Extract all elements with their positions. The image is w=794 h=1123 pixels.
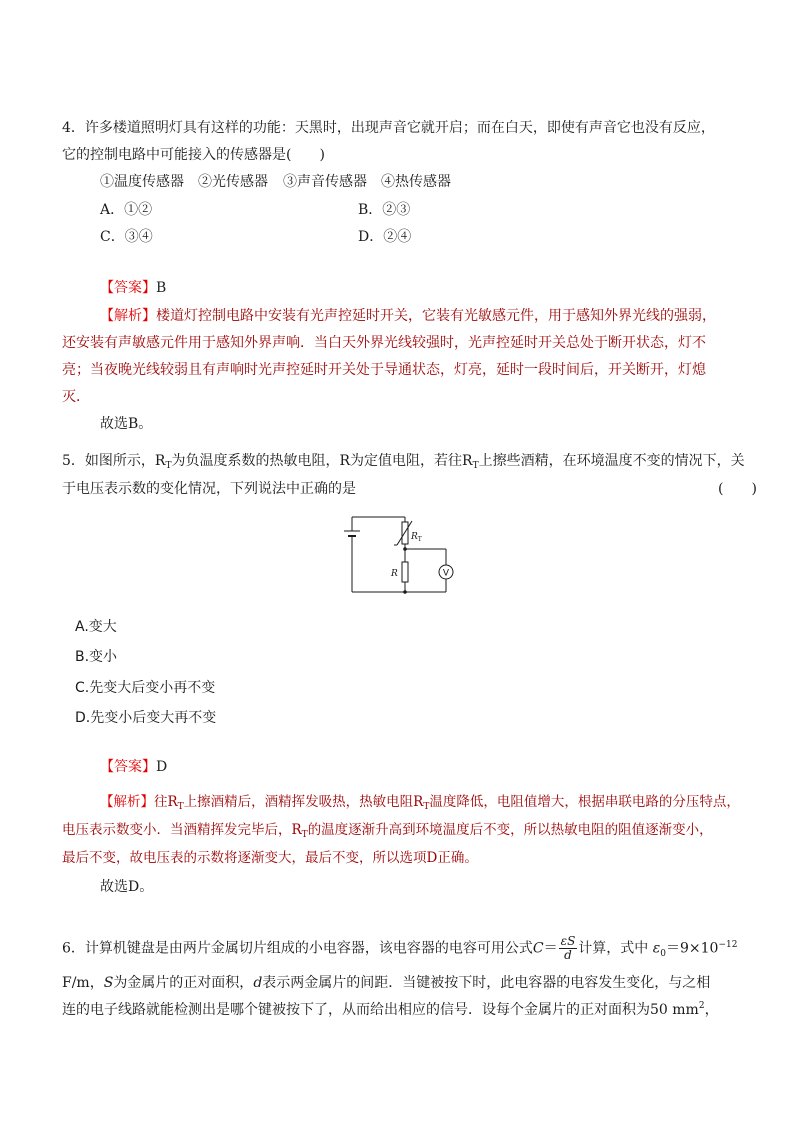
thermistor-label-sub: T [417, 536, 422, 543]
fraction-numerator: εS [560, 934, 576, 948]
q6-stem-line-1 [62, 934, 738, 962]
q5-analysis-text: 电压表示数变小．当酒精挥发完毕后，R [62, 822, 302, 838]
resistor-body [402, 562, 408, 582]
equals-sign: ＝ [543, 940, 558, 957]
q5-analysis-subscript: T [423, 802, 430, 812]
thermistor-label [410, 532, 422, 543]
q6-stem-text: 为金属片的正对面积， [113, 975, 254, 991]
epsilon-value: ＝9×10 [666, 940, 719, 957]
q4-analysis-line-1 [100, 306, 716, 326]
unit-exponent: 2 [698, 1001, 705, 1011]
voltmeter-label: V [442, 568, 450, 579]
q4-conclusion: 故选B。 [100, 416, 153, 432]
q4-option-c: C．③④ [100, 229, 153, 245]
q5-stem-text: 5．如图所示，R [62, 453, 166, 469]
resistor-label: R [391, 569, 398, 579]
q5-analysis-text: 温度降低，电阻值增大，根据串联电路的分压特点， [429, 794, 740, 810]
q5-analysis-text: 的温度逐渐升高到环境温度后不变，所以热敏电阻的阻值逐渐变小， [307, 822, 713, 838]
q4-answer [100, 278, 166, 298]
distance-symbol: d [253, 975, 263, 991]
epsilon-exponent: −12 [718, 939, 738, 950]
capacitance-formula-fraction [559, 935, 578, 962]
epsilon-subscript: 0 [660, 948, 666, 959]
fraction-denominator: d [564, 948, 572, 962]
epsilon-symbol: ε [652, 940, 661, 957]
area-symbol: S [103, 975, 114, 991]
q4-item-2: ②光传感器 [198, 174, 268, 190]
q5-analysis-subscript: T [177, 802, 184, 812]
q4-analysis-line-4: 灭． [62, 389, 90, 405]
q5-analysis-line-3: 最后不变，故电压表的示数将逐渐变大，最后不变，所以选项D正确。 [62, 850, 478, 866]
q5-analysis-label: 【解析】 [100, 794, 154, 810]
q5-answer-label: 【答案】 [100, 759, 156, 775]
q6-stem-text: 6．计算机键盘是由两片金属切片组成的小电容器，该电容器的电容可用公式 [62, 940, 533, 957]
q5-analysis-line-1 [100, 792, 740, 812]
junction-dot [403, 590, 407, 594]
q6-stem-line-3 [62, 1000, 719, 1020]
q5-option-d: D.先变小后变大再不变 [75, 710, 217, 726]
q5-option-b: B.变小 [75, 649, 118, 665]
q6-stem-text: 计算，式中 [578, 940, 653, 957]
q5-conclusion: 故选D。 [100, 879, 154, 895]
q4-option-b: B．②③ [358, 202, 411, 218]
q5-analysis-text: 上擦酒精后，酒精挥发吸热，热敏电阻R [183, 794, 424, 810]
q6-stem-line-2 [62, 973, 710, 993]
q5-answer-bracket: ( ) [718, 481, 757, 497]
q4-analysis-label: 【解析】 [100, 308, 156, 324]
q4-answer-value: B [156, 280, 167, 296]
q4-item-3: ③声音传感器 [283, 174, 367, 190]
q5-subscript: T [472, 461, 479, 471]
q6-stem-text: ， [704, 1002, 719, 1018]
q5-analysis-subscript: T [301, 830, 308, 840]
capacitance-symbol: C [532, 940, 544, 957]
q4-analysis-line-3: 亮；当夜晚光线较弱且有声响时光声控延时开关处于导通状态，灯亮，延时一段时间后，开关断开，灯熄 [62, 362, 706, 378]
q5-subscript: T [165, 461, 172, 471]
q5-stem-text: 为负温度系数的热敏电阻，R为定值电阻，若往R [171, 453, 473, 469]
q4-stem-line-1: 4．许多楼道照明灯具有这样的功能：天黑时，出现声音它就开启；而在白天，即使有声音它也没有反应， [62, 120, 715, 136]
q5-option-a: A.变大 [75, 619, 117, 635]
q4-analysis-text: 楼道灯控制电路中安装有光声控延时开关，它装有光敏感元件，用于感知外界光线的强弱， [156, 308, 716, 324]
q4-answer-label: 【答案】 [100, 280, 156, 296]
q4-option-d: D．②④ [358, 229, 412, 245]
q4-item-4: ④热传感器 [381, 174, 451, 190]
q4-stem-line-2: 它的控制电路中可能接入的传感器是( ) [62, 147, 325, 163]
q5-answer [100, 757, 167, 777]
q6-stem-text: 连的电子线路就能检测出是哪个键被按下了，从而给出相应的信号．设每个金属片的正对面积为50 mm [62, 1002, 699, 1018]
q5-option-c: C.先变大后变小再不变 [75, 680, 216, 696]
q5-stem-line-2: 于电压表示数的变化情况，下列说法中正确的是 [62, 481, 356, 497]
junction-dot [403, 547, 407, 551]
q5-analysis-line-2 [62, 820, 713, 840]
thermistor-label-main: R [411, 532, 418, 542]
q5-analysis-text: 往R [154, 794, 178, 810]
q6-stem-text: F/m， [62, 975, 104, 991]
q5-stem-line-1 [62, 451, 745, 471]
q6-stem-text: 表示两金属片的间距．当键被按下时，此电容器的电容发生变化，与之相 [262, 975, 711, 991]
q4-option-a: A．①② [100, 202, 153, 218]
circuit-diagram [340, 510, 460, 602]
q5-answer-value: D [156, 759, 168, 775]
q4-item-1: ①温度传感器 [100, 174, 184, 190]
q4-analysis-line-2: 还安装有声敏感元件用于感知外界声响．当白天外界光线较强时，光声控延时开关总处于断开状态，灯不 [62, 335, 706, 351]
q5-stem-text: 上擦些酒精，在环境温度不变的情况下，关 [478, 453, 745, 469]
